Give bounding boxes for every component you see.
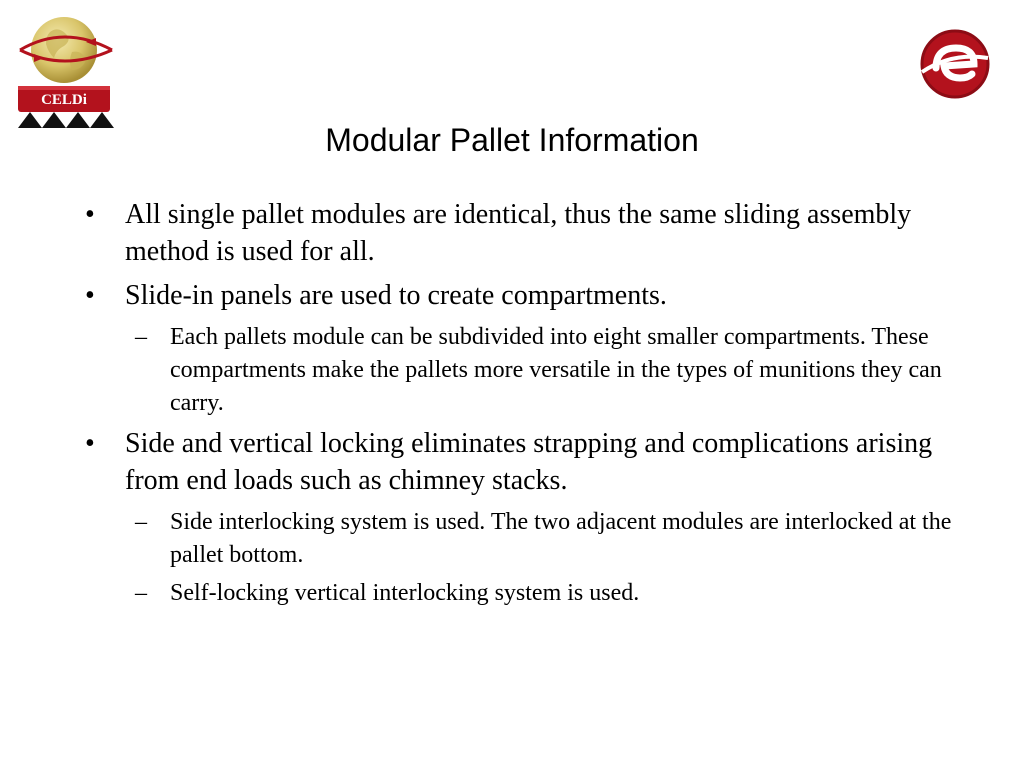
celdi-globe-logo-icon bbox=[12, 12, 116, 132]
bullet-text: Slide-in panels are used to create compartments. bbox=[125, 280, 667, 311]
sub-bullet-marker: – bbox=[135, 580, 147, 606]
sub-bullet-item bbox=[85, 506, 965, 572]
bullet-text: All single pallet modules are identical, thus the same sliding assembly method is used for all. bbox=[125, 199, 912, 267]
bullet-text: Side and vertical locking eliminates strapping and complications arising from end loads such as chimney stacks. bbox=[125, 428, 933, 496]
celdi-logo-text: CELDi bbox=[41, 92, 87, 108]
bullet-list bbox=[85, 196, 965, 615]
bullet-marker: • bbox=[85, 428, 95, 459]
sub-bullet-marker: – bbox=[135, 324, 147, 350]
bullet-item bbox=[85, 196, 965, 270]
sub-bullet-marker: – bbox=[135, 509, 147, 535]
bullet-marker: • bbox=[85, 280, 95, 311]
e-logo-icon bbox=[918, 26, 992, 102]
sub-bullet-item bbox=[85, 321, 965, 420]
bullet-item bbox=[85, 277, 965, 314]
sub-bullet-text: Side interlocking system is used. The two adjacent modules are interlocked at the pallet bottom. bbox=[170, 509, 952, 568]
slide-title: Modular Pallet Information bbox=[325, 122, 699, 158]
bullet-marker: • bbox=[85, 199, 95, 230]
bullet-item bbox=[85, 425, 965, 499]
sub-bullet-text: Each pallets module can be subdivided into eight smaller compartments. These compartments make the pallets more versatile in the types of munitions they can carry. bbox=[170, 324, 942, 416]
sub-bullet-item bbox=[85, 577, 965, 610]
sub-bullet-text: Self-locking vertical interlocking system is used. bbox=[170, 580, 640, 606]
